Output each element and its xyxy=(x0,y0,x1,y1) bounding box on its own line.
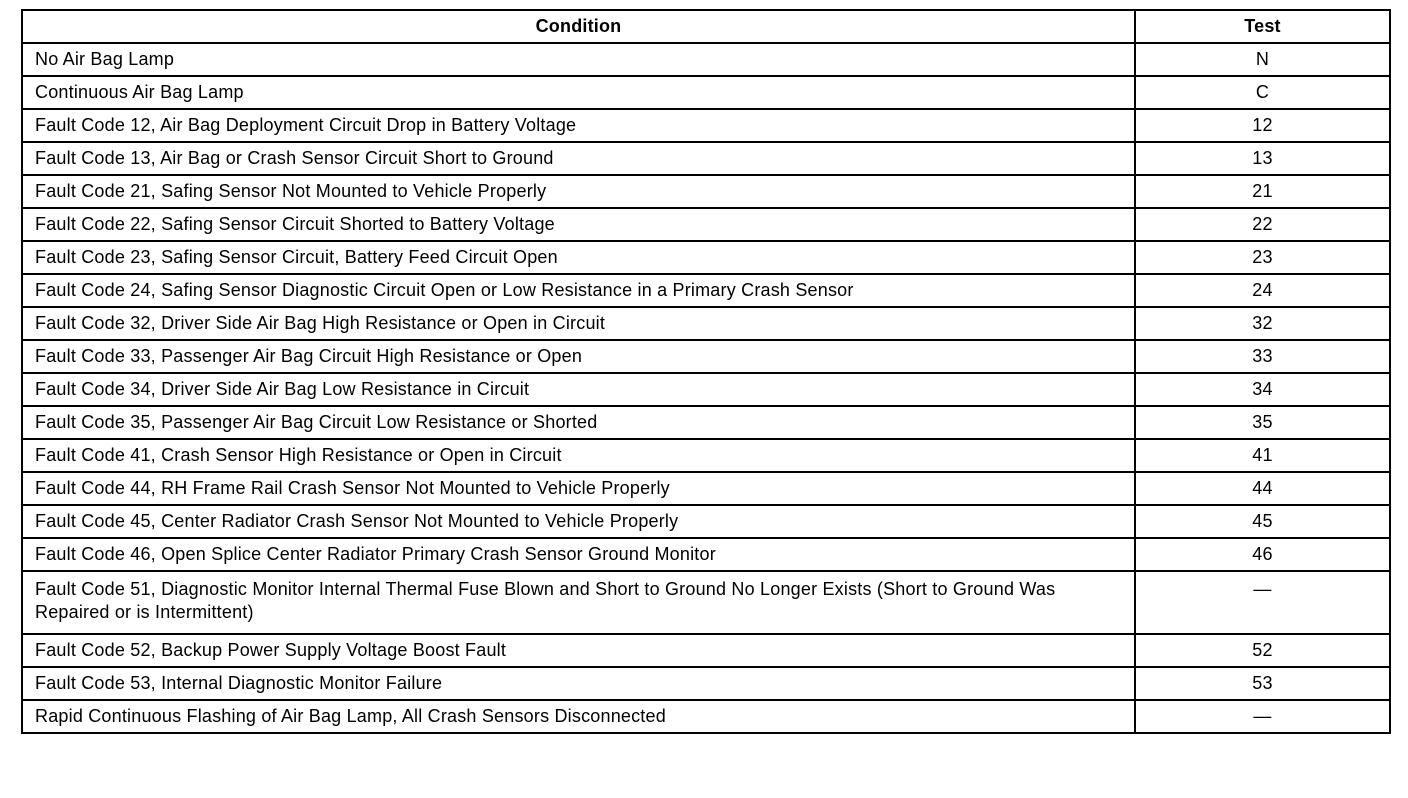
table-row xyxy=(22,634,1390,667)
table-row xyxy=(22,505,1390,538)
test-cell: 41 xyxy=(1135,439,1390,472)
table-row xyxy=(22,43,1390,76)
table-row xyxy=(22,142,1390,175)
test-cell: — xyxy=(1135,700,1390,733)
condition-cell: Rapid Continuous Flashing of Air Bag Lamp, All Crash Sensors Disconnected xyxy=(22,700,1135,733)
table-row xyxy=(22,571,1390,634)
condition-cell: No Air Bag Lamp xyxy=(22,43,1135,76)
test-cell: — xyxy=(1135,571,1390,634)
table-row xyxy=(22,76,1390,109)
table-row xyxy=(22,340,1390,373)
test-cell: 32 xyxy=(1135,307,1390,340)
test-cell: 53 xyxy=(1135,667,1390,700)
table-row xyxy=(22,538,1390,571)
test-cell: 24 xyxy=(1135,274,1390,307)
test-cell: 35 xyxy=(1135,406,1390,439)
condition-cell: Fault Code 53, Internal Diagnostic Monitor Failure xyxy=(22,667,1135,700)
table-row xyxy=(22,406,1390,439)
condition-cell: Fault Code 41, Crash Sensor High Resistance or Open in Circuit xyxy=(22,439,1135,472)
test-cell: 45 xyxy=(1135,505,1390,538)
table-row xyxy=(22,472,1390,505)
test-cell: 22 xyxy=(1135,208,1390,241)
test-cell: 34 xyxy=(1135,373,1390,406)
table-row xyxy=(22,439,1390,472)
table-header-row xyxy=(22,10,1390,43)
condition-cell: Fault Code 33, Passenger Air Bag Circuit High Resistance or Open xyxy=(22,340,1135,373)
table-row xyxy=(22,274,1390,307)
table-row xyxy=(22,175,1390,208)
condition-cell: Fault Code 45, Center Radiator Crash Sensor Not Mounted to Vehicle Properly xyxy=(22,505,1135,538)
condition-cell: Fault Code 52, Backup Power Supply Voltage Boost Fault xyxy=(22,634,1135,667)
table-row xyxy=(22,700,1390,733)
test-cell: 21 xyxy=(1135,175,1390,208)
test-cell: 44 xyxy=(1135,472,1390,505)
condition-cell: Fault Code 44, RH Frame Rail Crash Sensor Not Mounted to Vehicle Properly xyxy=(22,472,1135,505)
table-row xyxy=(22,373,1390,406)
test-cell: 23 xyxy=(1135,241,1390,274)
test-cell: 13 xyxy=(1135,142,1390,175)
test-cell: 12 xyxy=(1135,109,1390,142)
condition-cell: Fault Code 46, Open Splice Center Radiator Primary Crash Sensor Ground Monitor xyxy=(22,538,1135,571)
table-row xyxy=(22,109,1390,142)
fault-code-table xyxy=(21,9,1391,734)
condition-cell: Fault Code 22, Safing Sensor Circuit Shorted to Battery Voltage xyxy=(22,208,1135,241)
condition-cell: Fault Code 12, Air Bag Deployment Circuit Drop in Battery Voltage xyxy=(22,109,1135,142)
test-column-header: Test xyxy=(1135,10,1390,43)
condition-cell: Fault Code 32, Driver Side Air Bag High Resistance or Open in Circuit xyxy=(22,307,1135,340)
test-cell: 52 xyxy=(1135,634,1390,667)
condition-cell: Fault Code 51, Diagnostic Monitor Internal Thermal Fuse Blown and Short to Ground No Longer Exists (Short to Ground Was Repaired or is Intermittent) xyxy=(22,571,1135,634)
condition-cell: Fault Code 21, Safing Sensor Not Mounted to Vehicle Properly xyxy=(22,175,1135,208)
condition-cell: Fault Code 23, Safing Sensor Circuit, Battery Feed Circuit Open xyxy=(22,241,1135,274)
condition-cell: Fault Code 13, Air Bag or Crash Sensor Circuit Short to Ground xyxy=(22,142,1135,175)
test-cell: 46 xyxy=(1135,538,1390,571)
condition-cell: Fault Code 34, Driver Side Air Bag Low Resistance in Circuit xyxy=(22,373,1135,406)
test-cell: 33 xyxy=(1135,340,1390,373)
condition-cell: Fault Code 24, Safing Sensor Diagnostic Circuit Open or Low Resistance in a Primary Crash Sensor xyxy=(22,274,1135,307)
condition-cell: Fault Code 35, Passenger Air Bag Circuit Low Resistance or Shorted xyxy=(22,406,1135,439)
fault-code-table-container xyxy=(21,9,1389,734)
condition-column-header: Condition xyxy=(22,10,1135,43)
table-row xyxy=(22,307,1390,340)
test-cell: N xyxy=(1135,43,1390,76)
table-row xyxy=(22,667,1390,700)
table-row xyxy=(22,241,1390,274)
table-row xyxy=(22,208,1390,241)
condition-cell: Continuous Air Bag Lamp xyxy=(22,76,1135,109)
test-cell: C xyxy=(1135,76,1390,109)
